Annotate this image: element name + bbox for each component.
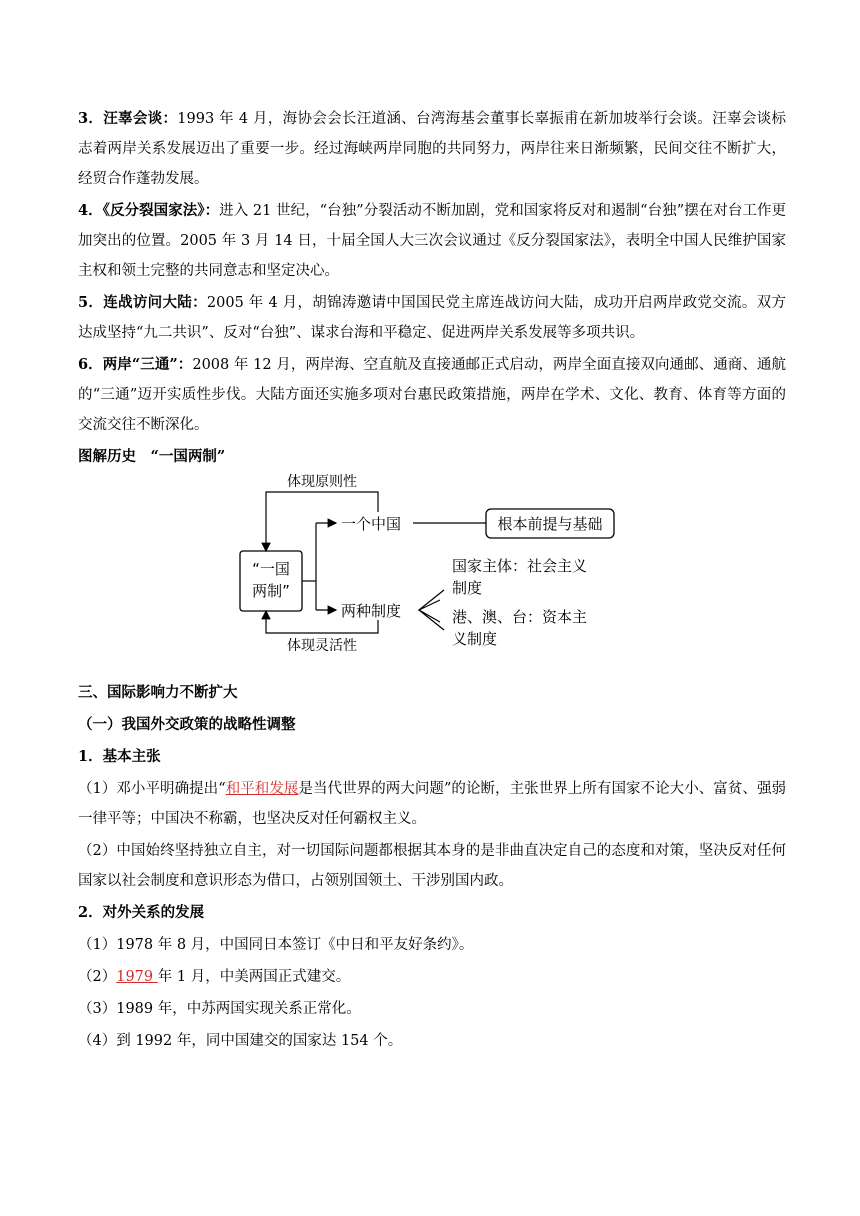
section3-title: 三、国际影响力不断扩大 <box>78 684 238 701</box>
p1-suffix: 是当代世界的两大问题”的论断，主张世界上所有国家不论大小、富贫、强弱一律平等；中国决不称霸，也坚决反对任何霸权主义。 <box>78 781 787 827</box>
item-wang-gu-talks <box>78 104 786 194</box>
item-title: 6．两岸“三通”： <box>78 356 193 373</box>
section3-h1: 1．基本主张 <box>78 748 161 765</box>
mainland-line2: 制度 <box>452 579 483 597</box>
relation-1989: （3）1989 年，中苏两国实现关系正常化。 <box>78 1001 361 1017</box>
item-body: 进入 21 世纪，“台独”分裂活动不断加剧，党和国家将反对和遏制“台独”摆在对台工作更加突出的位置。2005 年 3 月 14 日，十届全国人大三次会议通过《反分裂国家法》，表明全中国人民维护国家主权和领土完整的共同意志和坚定决心。 <box>78 203 786 279</box>
center-line2: 两制” <box>252 582 290 600</box>
relation-1978: （1）1978 年 8 月，中国同日本签订《中日和平友好条约》。 <box>78 937 474 953</box>
hmt-line1: 港、澳、台：资本主 <box>452 608 588 626</box>
mainland-line1: 国家主体：社会主义 <box>452 557 588 575</box>
p1-prefix: （1）邓小平明确提出“ <box>78 781 226 797</box>
r2-prefix: （2） <box>78 969 117 985</box>
item-body: 2008 年 12 月，两岸海、空直航及直接通邮正式启动，两岸全面直接双向通邮、通商、通航的“三通”迈开实质性步伐。大陆方面还实施多项对台惠民政策措施，两岸在学术、文化、教育、体育等方面的交流交往不断深化。 <box>78 357 786 433</box>
one-china-label: 一个中国 <box>341 515 402 533</box>
section3-h2: 2．对外关系的发展 <box>78 904 205 921</box>
item-title: 3．汪辜会谈： <box>78 110 178 127</box>
one-country-two-systems-diagram <box>78 472 786 676</box>
item-body: 1993 年 4 月，海协会会长汪道涵、台湾海基会董事长辜振甫在新加坡举行会谈。汪辜会谈标志着两岸关系发展迈出了重要一步。经过海峡两岸同胞的共同努力，两岸往来日渐频繁，民间交往不断扩大，经贸合作蓬勃发展。 <box>78 111 787 187</box>
document-page <box>78 104 786 1056</box>
brace-lower <box>419 610 444 630</box>
r2-suffix: 年 1 月，中美两国正式建交。 <box>157 969 351 985</box>
section3-sub1: （一）我国外交政策的战略性调整 <box>78 716 296 733</box>
section3-p1 <box>78 774 786 834</box>
r2-highlight: 1979 <box>116 969 158 985</box>
item-title: 5．连战访问大陆： <box>78 294 207 311</box>
foundation-label: 根本前提与基础 <box>497 515 603 533</box>
top-arrow-label: 体现原则性 <box>287 474 357 490</box>
center-line1: “一国 <box>252 560 290 578</box>
diagram-heading: 图解历史 “一国两制” <box>78 448 226 465</box>
p1-highlight: 和平和发展 <box>225 781 299 797</box>
relation-1979 <box>78 962 786 992</box>
item-body: 2005 年 4 月，胡锦涛邀请中国国民党主席连战访问大陆，成功开启两岸政党交流。双方达成坚持“九二共识”、反对“台独”、谋求台海和平稳定、促进两岸关系发展等多项共识。 <box>78 295 786 341</box>
item-lian-zhan-visit <box>78 288 786 348</box>
hmt-line2: 义制度 <box>452 630 498 648</box>
item-anti-secession-law <box>78 196 786 286</box>
two-systems-label: 两种制度 <box>341 602 402 620</box>
relation-1992: （4）到 1992 年，同中国建交的国家达 154 个。 <box>78 1033 403 1049</box>
item-three-links <box>78 350 786 440</box>
brace-upper <box>419 590 444 610</box>
section3-p2: （2）中国始终坚持独立自主，对一切国际问题都根据其本身的是非曲直决定自己的态度和对策，坚决反对任何国家以社会制度和意识形态为借口，占领别国领土、干涉别国内政。 <box>78 843 786 889</box>
item-title: 4．《反分裂国家法》： <box>78 202 220 219</box>
bottom-arrow-label: 体现灵活性 <box>287 638 357 654</box>
diagram-svg <box>78 472 786 676</box>
